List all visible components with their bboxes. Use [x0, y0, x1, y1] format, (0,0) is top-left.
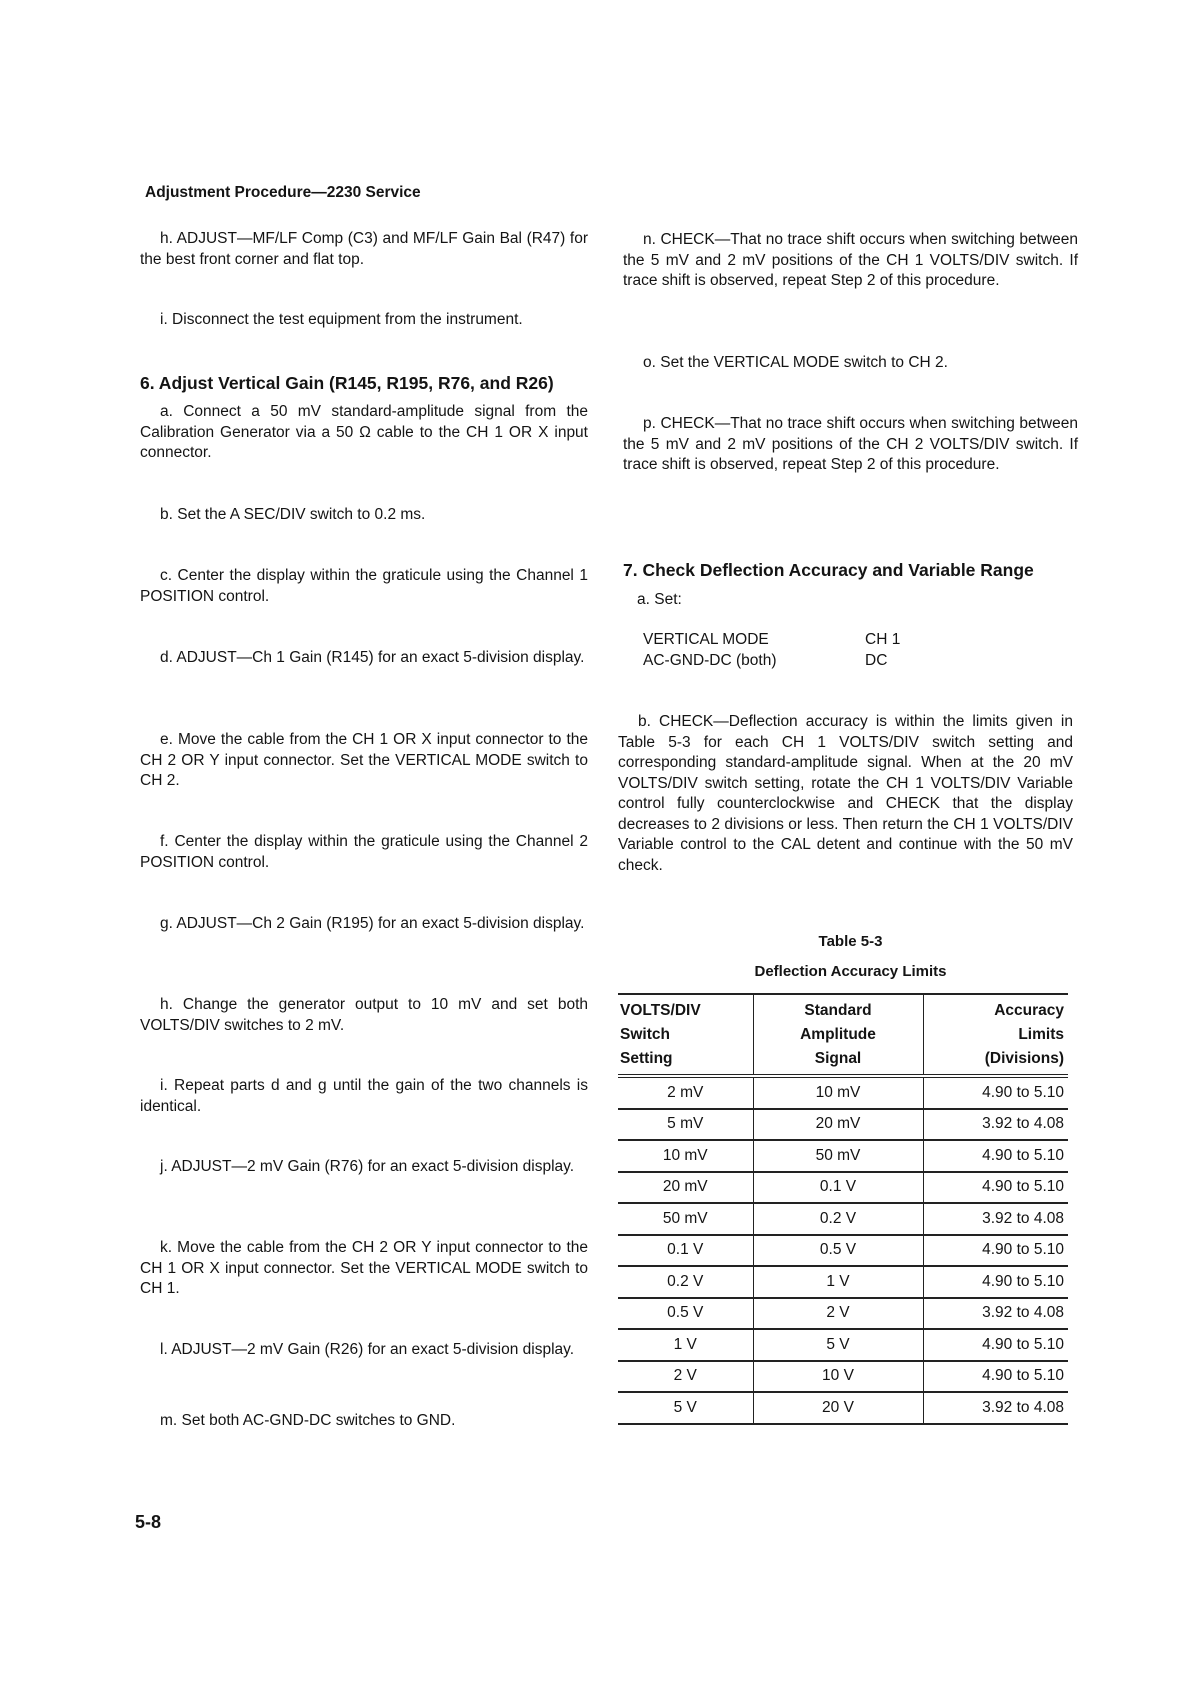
- cell-signal: 1 V: [753, 1266, 923, 1298]
- cell-volts-div: 0.5 V: [618, 1298, 753, 1330]
- step-6l-text: l. ADJUST—2 mV Gain (R26) for an exact 5-division display.: [160, 1341, 575, 1358]
- step-6o-text: o. Set the VERTICAL MODE switch to CH 2.: [643, 354, 948, 371]
- setting-row: [643, 630, 943, 651]
- header-line: Standard: [804, 1002, 872, 1019]
- header-volts-div: [618, 994, 753, 1076]
- step-6k-text: k. Move the cable from the CH 2 OR Y input connector to the CH 1 OR X input connector. Set the VERTICAL MODE switch to CH 1.: [140, 1239, 588, 1297]
- header-line: VOLTS/DIV: [620, 1002, 701, 1019]
- cell-volts-div: 2 V: [618, 1361, 753, 1393]
- page-header: Adjustment Procedure—2230 Service: [145, 184, 421, 201]
- step-7b-text: b. CHECK—Deflection accuracy is within the limits given in Table 5-3 for each CH 1 VOLTS/DIV switch setting and corresponding standard-amplitude signal. When at the 20 mV VOLTS/DIV switch setting, rotate the CH 1 VOLTS/DIV Variable control fully counterclockwise and CHECK that the display decreases to 2 divisions or less. Then return the CH 1 VOLTS/DIV Variable control to the CAL detent and continue with the 50 mV check.: [618, 713, 1073, 874]
- cell-volts-div: 20 mV: [618, 1172, 753, 1204]
- header-line: Amplitude: [800, 1026, 876, 1043]
- setting-row: [643, 651, 943, 672]
- cell-limits: 4.90 to 5.10: [923, 1266, 1068, 1298]
- table-row: [618, 1266, 1068, 1298]
- cell-signal: 50 mV: [753, 1140, 923, 1172]
- cell-signal: 0.2 V: [753, 1203, 923, 1235]
- step-h-text: h. ADJUST—MF/LF Comp (C3) and MF/LF Gain Bal (R47) for the best front corner and flat top.: [140, 230, 588, 268]
- header-line: (Divisions): [984, 1050, 1064, 1067]
- cell-signal: 20 V: [753, 1392, 923, 1424]
- step-6n-text: n. CHECK—That no trace shift occurs when switching between the 5 mV and 2 mV positions of the CH 1 VOLTS/DIV switch. If trace shift is observed, repeat Step 2 of this procedure.: [623, 231, 1078, 289]
- table-row: [618, 1140, 1068, 1172]
- cell-volts-div: 0.1 V: [618, 1235, 753, 1267]
- deflection-accuracy-table: [618, 993, 1068, 1425]
- page-number: 5-8: [135, 1512, 162, 1532]
- table-header-row: [618, 994, 1068, 1076]
- cell-volts-div: 1 V: [618, 1329, 753, 1361]
- cell-signal: 10 V: [753, 1361, 923, 1393]
- cell-limits: 4.90 to 5.10: [923, 1140, 1068, 1172]
- table-row: [618, 1172, 1068, 1204]
- header-standard-amplitude: [753, 994, 923, 1076]
- table-row: [618, 1298, 1068, 1330]
- cell-limits: 4.90 to 5.10: [923, 1361, 1068, 1393]
- table-row: [618, 1329, 1068, 1361]
- header-line: Signal: [814, 1050, 862, 1067]
- step-7a-text: a. Set:: [637, 591, 682, 608]
- table-row: [618, 1392, 1068, 1424]
- step-6h-text: h. Change the generator output to 10 mV and set both VOLTS/DIV switches to 2 mV.: [140, 996, 588, 1034]
- step-6b-text: b. Set the A SEC/DIV switch to 0.2 ms.: [160, 506, 426, 523]
- step-6m-text: m. Set both AC-GND-DC switches to GND.: [160, 1412, 456, 1429]
- cell-volts-div: 2 mV: [618, 1076, 753, 1109]
- table-row: [618, 1235, 1068, 1267]
- table-row: [618, 1109, 1068, 1141]
- step-6c-text: c. Center the display within the graticule using the Channel 1 POSITION control.: [140, 567, 588, 605]
- cell-limits: 3.92 to 4.08: [923, 1109, 1068, 1141]
- step-6p-text: p. CHECK—That no trace shift occurs when switching between the 5 mV and 2 mV positions of the CH 2 VOLTS/DIV switch. If trace shift is observed, repeat Step 2 of this procedure.: [623, 415, 1078, 473]
- cell-signal: 0.5 V: [753, 1235, 923, 1267]
- cell-limits: 4.90 to 5.10: [923, 1235, 1068, 1267]
- cell-volts-div: 5 V: [618, 1392, 753, 1424]
- setting-name: AC-GND-DC (both): [643, 652, 777, 669]
- cell-signal: 5 V: [753, 1329, 923, 1361]
- header-line: Setting: [620, 1050, 673, 1067]
- cell-signal: 10 mV: [753, 1076, 923, 1109]
- cell-limits: 4.90 to 5.10: [923, 1329, 1068, 1361]
- cell-volts-div: 5 mV: [618, 1109, 753, 1141]
- cell-signal: 2 V: [753, 1298, 923, 1330]
- section-6-heading: 6. Adjust Vertical Gain (R145, R195, R76, and R26): [140, 373, 554, 393]
- cell-limits: 3.92 to 4.08: [923, 1203, 1068, 1235]
- cell-limits: 4.90 to 5.10: [923, 1076, 1068, 1109]
- step-6a-text: a. Connect a 50 mV standard-amplitude signal from the Calibration Generator via a 50 Ω cable to the CH 1 OR X input connector.: [140, 403, 588, 461]
- header-line: Accuracy: [994, 1002, 1064, 1019]
- header-line: Switch: [620, 1026, 670, 1043]
- cell-volts-div: 0.2 V: [618, 1266, 753, 1298]
- cell-limits: 3.92 to 4.08: [923, 1392, 1068, 1424]
- header-line: Limits: [1018, 1026, 1064, 1043]
- step-6g-text: g. ADJUST—Ch 2 Gain (R195) for an exact 5-division display.: [160, 915, 585, 932]
- cell-volts-div: 10 mV: [618, 1140, 753, 1172]
- step-6e-text: e. Move the cable from the CH 1 OR X input connector to the CH 2 OR Y input connector. Set the VERTICAL MODE switch to CH 2.: [140, 731, 588, 789]
- table-number: Table 5-3: [818, 933, 883, 950]
- setting-value: CH 1: [865, 631, 901, 648]
- header-accuracy-limits: [923, 994, 1068, 1076]
- step-6j-text: j. ADJUST—2 mV Gain (R76) for an exact 5-division display.: [160, 1158, 575, 1175]
- cell-limits: 3.92 to 4.08: [923, 1298, 1068, 1330]
- table-row: [618, 1203, 1068, 1235]
- cell-signal: 0.1 V: [753, 1172, 923, 1204]
- table-row: [618, 1361, 1068, 1393]
- table-row: [618, 1076, 1068, 1109]
- cell-limits: 4.90 to 5.10: [923, 1172, 1068, 1204]
- step-6f-text: f. Center the display within the graticule using the Channel 2 POSITION control.: [140, 833, 588, 871]
- cell-signal: 20 mV: [753, 1109, 923, 1141]
- setting-name: VERTICAL MODE: [643, 631, 769, 648]
- setting-value: DC: [865, 652, 888, 669]
- section-7-heading: 7. Check Deflection Accuracy and Variable Range: [623, 560, 1034, 580]
- step-6i-text: i. Repeat parts d and g until the gain of the two channels is identical.: [140, 1077, 588, 1115]
- cell-volts-div: 50 mV: [618, 1203, 753, 1235]
- step-i-text: i. Disconnect the test equipment from the instrument.: [160, 311, 523, 328]
- table-title: Deflection Accuracy Limits: [754, 963, 947, 980]
- step-6d-text: d. ADJUST—Ch 1 Gain (R145) for an exact 5-division display.: [160, 649, 585, 666]
